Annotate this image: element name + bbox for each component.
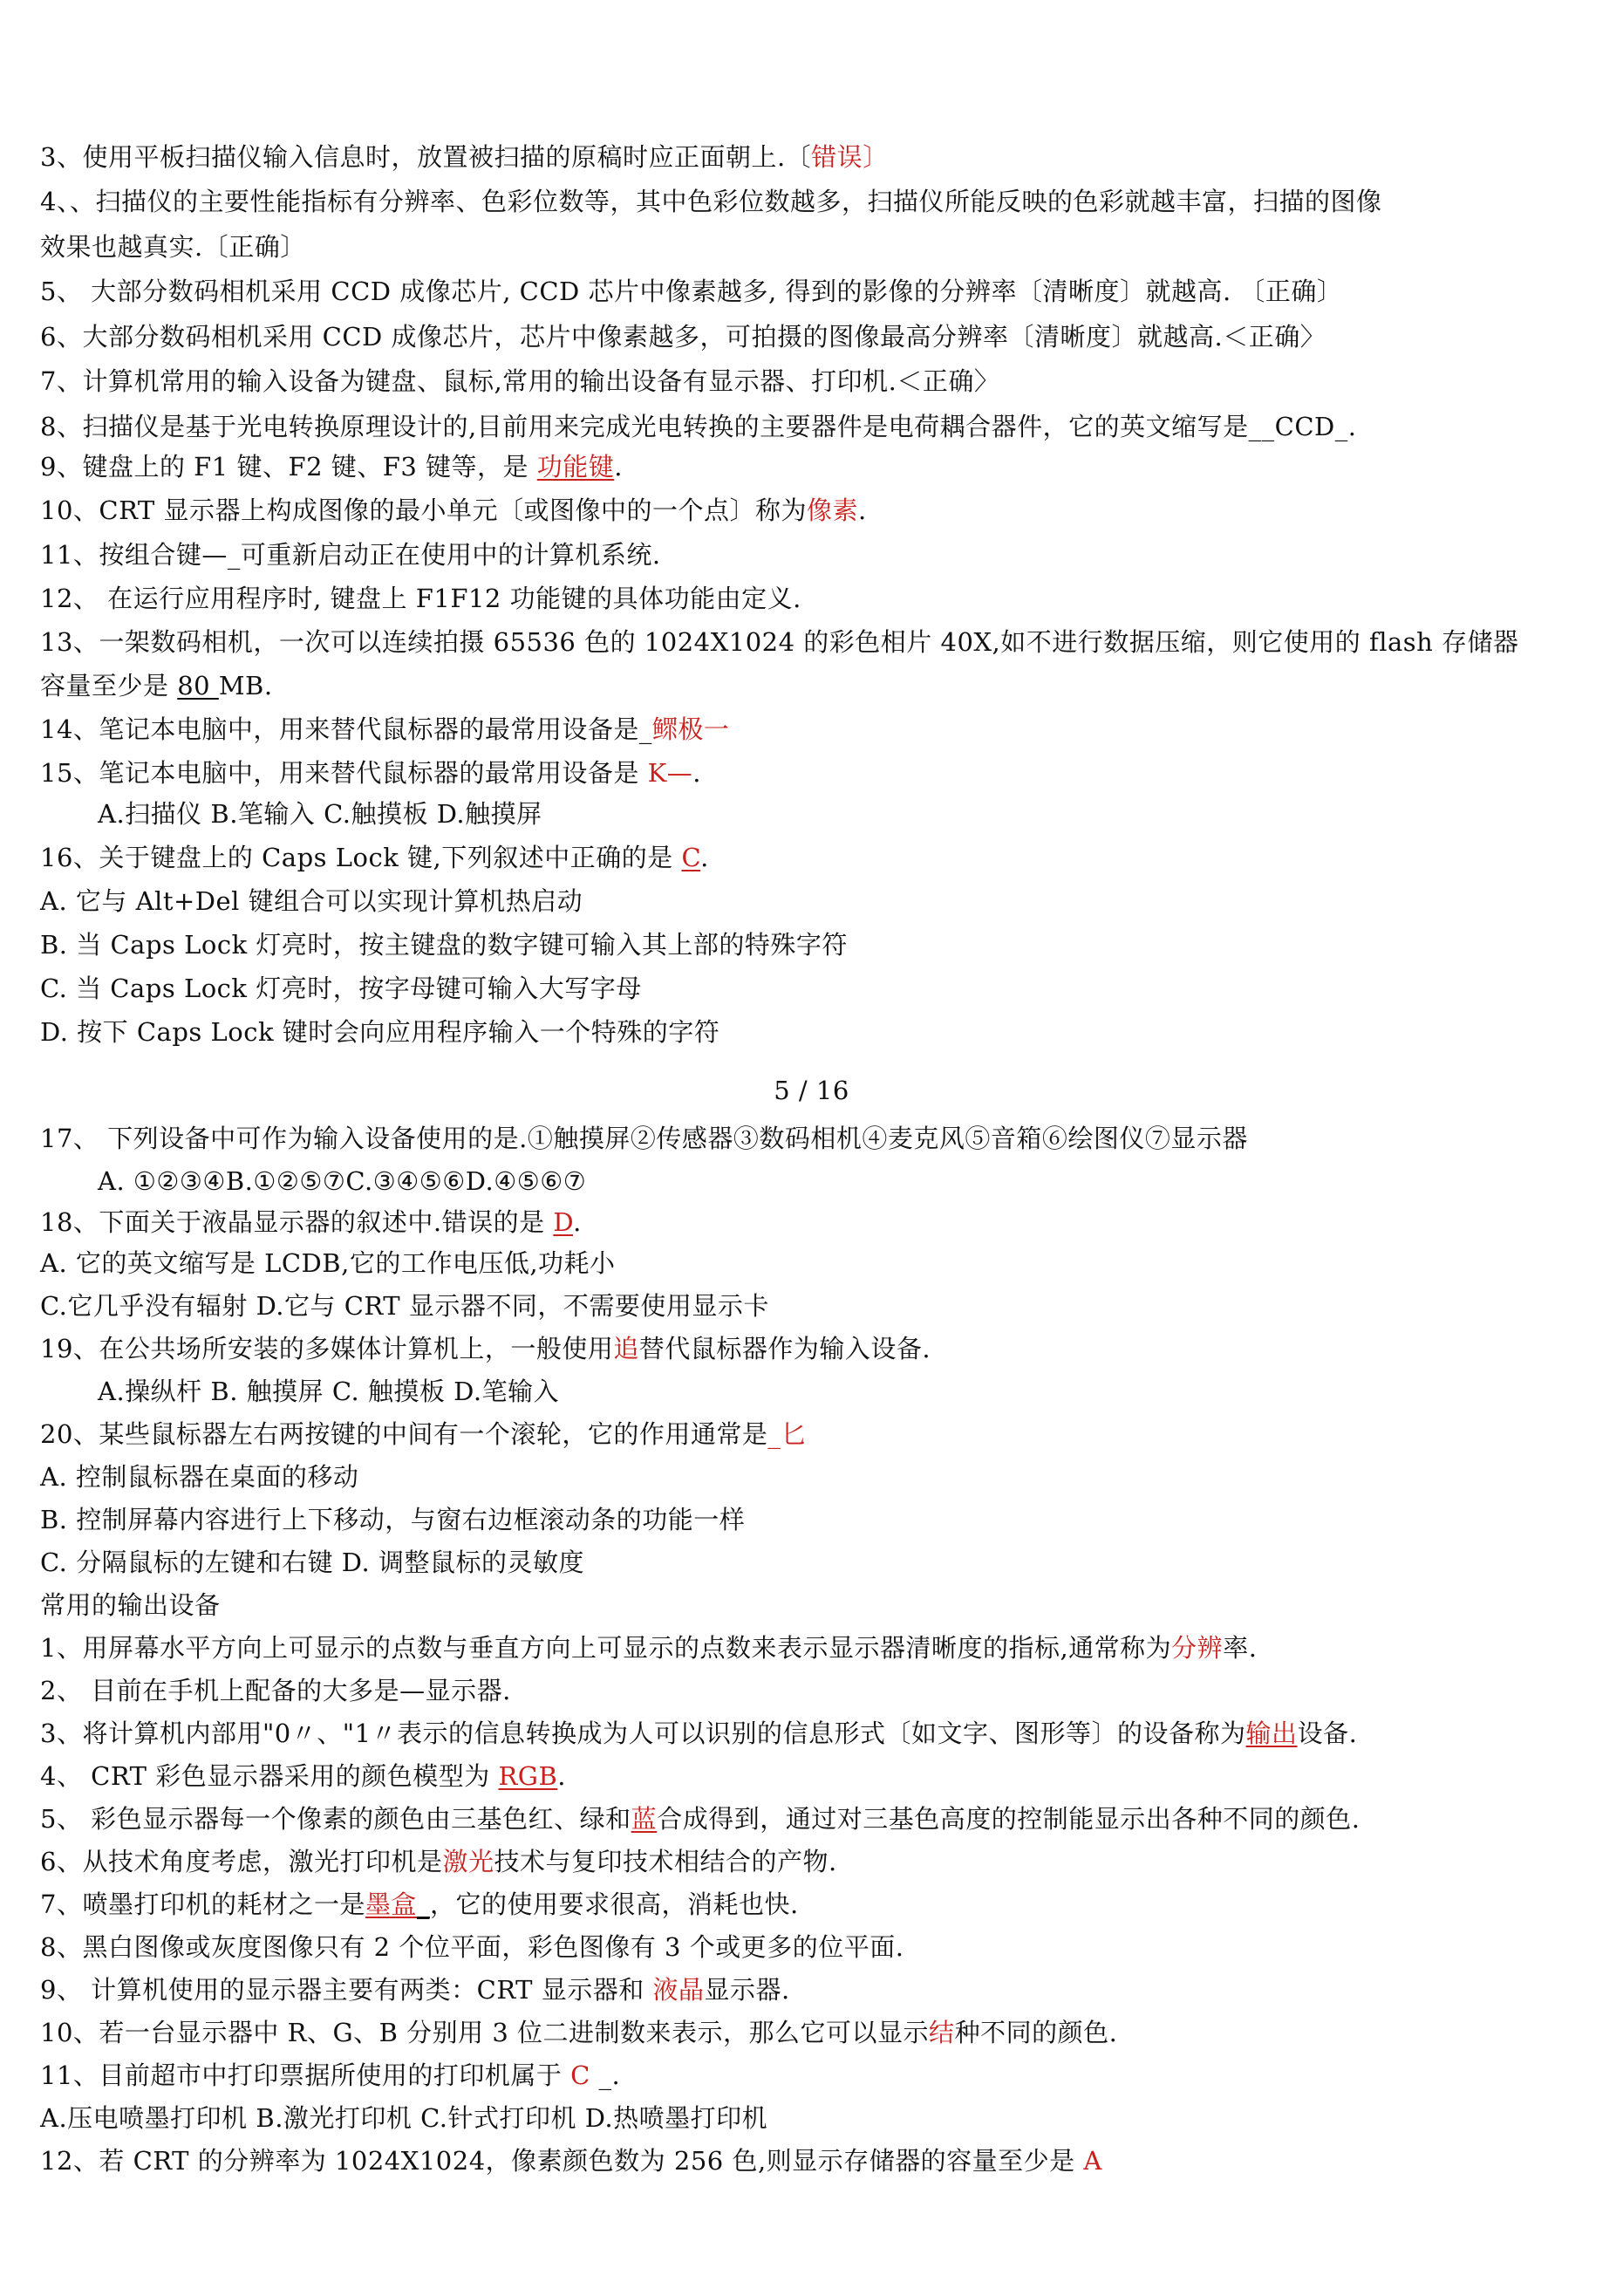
line-text: 12、 在运行应用程序时, 键盘上 F1F12 功能键的具体功能由定义. bbox=[40, 584, 801, 613]
line-text: . bbox=[692, 758, 702, 788]
text-line bbox=[40, 884, 583, 919]
line-text: 9、 计算机使用的显示器主要有两类：CRT 显示器和 bbox=[40, 1975, 653, 2005]
line-text: 9、键盘上的 F1 键、F2 键、F3 键等，是 bbox=[40, 452, 537, 482]
answer-text: 像素 bbox=[806, 495, 858, 525]
line-text: 4、、扫描仪的主要性能指标有分辨率、色彩位数等，其中色彩位数越多，扫描仪所能反映的色彩就越丰富，扫描的图像 bbox=[40, 187, 1382, 216]
line-text: 设备. bbox=[1297, 1719, 1358, 1748]
text-line bbox=[40, 2101, 767, 2135]
text-line bbox=[40, 625, 1519, 659]
answer-text: 分辨 bbox=[1171, 1633, 1224, 1663]
line-text: 10、CRT 显示器上构成图像的最小单元〔或图像中的一个点〕称为 bbox=[40, 495, 807, 525]
text-line bbox=[98, 1164, 586, 1199]
text-line bbox=[40, 712, 729, 747]
text-line bbox=[40, 1417, 807, 1452]
text-line bbox=[40, 449, 623, 484]
text-line bbox=[40, 1759, 566, 1794]
text-line bbox=[40, 1630, 1257, 1665]
line-text: 20、某些鼠标器左右两按键的中间有一个滚轮，它的作用通常是 bbox=[40, 1419, 768, 1449]
text-line bbox=[98, 796, 542, 831]
text-line bbox=[40, 927, 848, 962]
line-text: 效果也越真实.〔正确〕 bbox=[40, 232, 306, 262]
text-line bbox=[40, 581, 801, 616]
text-line bbox=[40, 1972, 790, 2007]
text-line bbox=[40, 1121, 1248, 1156]
line-text: 合成得到，通过对三基色高度的控制能显示出各种不同的颜色. bbox=[657, 1804, 1360, 1834]
line-text: A.操纵杆 B. 触摸屏 C. 触摸板 D.笔输入 bbox=[98, 1377, 560, 1406]
line-text: C.它几乎没有辐射 D.它与 CRT 显示器不同，不需要使用显示卡 bbox=[40, 1291, 769, 1321]
line-text: A. ①②③④B.①②⑤⑦C.③④⑤⑥D.④⑤⑥⑦ bbox=[98, 1166, 587, 1196]
line-text: 13、一架数码相机，一次可以连续拍摄 65536 色的 1024X1024 的彩色相片 40X,如不进行数据压缩，则它使用的 flash 存储器 bbox=[40, 627, 1519, 657]
text-line bbox=[40, 668, 273, 703]
line-text: A. 它与 Alt+Del 键组合可以实现计算机热启动 bbox=[40, 886, 583, 916]
text-line bbox=[40, 1716, 1357, 1751]
line-text: C. 当 Caps Lock 灯亮时，按字母键可输入大写字母 bbox=[40, 974, 642, 1003]
text-line bbox=[40, 364, 999, 399]
answer-text: 输出 bbox=[1245, 1719, 1298, 1748]
text-line bbox=[40, 1205, 582, 1240]
text-line bbox=[40, 1588, 221, 1623]
line-text: . bbox=[858, 495, 867, 525]
line-text: _. bbox=[590, 2060, 621, 2090]
line-text: 11、按组合键—_可重新启动正在使用中的计算机系统. bbox=[40, 540, 661, 570]
line-text: 率. bbox=[1223, 1633, 1258, 1663]
line-text: A. 它的英文缩写是 LCDB,它的工作电压低,功耗小 bbox=[40, 1248, 616, 1278]
line-text: ，它的使用要求很高，消耗也快. bbox=[429, 1889, 799, 1919]
text-line bbox=[40, 1930, 904, 1965]
answer-text: 鳏极一 bbox=[651, 714, 730, 744]
line-text: 显示器. bbox=[704, 1975, 790, 2005]
text-line bbox=[40, 2143, 1102, 2178]
line-text: . bbox=[700, 843, 709, 872]
text-line bbox=[40, 1459, 358, 1494]
line-text: 5、 彩色显示器每一个像素的颜色由三基色红、绿和 bbox=[40, 1804, 631, 1834]
line-text: 14、笔记本电脑中，用来替代鼠标器的最常用设备是_ bbox=[40, 714, 652, 744]
text-line bbox=[40, 1844, 837, 1879]
answer-text: K— bbox=[647, 758, 693, 788]
line-text: 5、 大部分数码相机采用 CCD 成像芯片, CCD 芯片中像素越多, 得到的影像的分辨率〔清晰度〕就越高. 〔正确〕 bbox=[40, 277, 1343, 306]
text-line bbox=[40, 1545, 584, 1580]
text-line bbox=[40, 2058, 620, 2093]
text-line bbox=[40, 229, 306, 264]
line-text: 15、笔记本电脑中，用来替代鼠标器的最常用设备是 bbox=[40, 758, 648, 788]
text-line bbox=[40, 1887, 799, 1922]
line-text: D. 按下 Caps Lock 键时会向应用程序输入一个特殊的字符 bbox=[40, 1017, 720, 1047]
line-text: 11、目前超市中打印票据所使用的打印机属于 bbox=[40, 2060, 571, 2090]
line-text: B. 控制屏幕内容进行上下移动，与窗右边框滚动条的功能一样 bbox=[40, 1505, 746, 1534]
text-line bbox=[40, 1673, 511, 1708]
line-text: 8、扫描仪是基于光电转换原理设计的,目前用来完成光电转换的主要器件是电荷耦合器件，它的英文缩写是__CCD_. bbox=[40, 412, 1357, 441]
answer-text: A bbox=[1083, 2146, 1102, 2176]
text-line bbox=[40, 1246, 616, 1281]
line-text: 19、在公共场所安装的多媒体计算机上，一般使用 bbox=[40, 1334, 614, 1363]
line-text: 4、 CRT 彩色显示器采用的颜色模型为 bbox=[40, 1761, 499, 1791]
line-text: 7、喷墨打印机的耗材之一是 bbox=[40, 1889, 365, 1919]
line-text: A.扫描仪 B.笔输入 C.触摸板 D.触摸屏 bbox=[98, 799, 542, 829]
answer-text: C bbox=[570, 2060, 590, 2090]
line-text: 替代鼠标器作为输入设备. bbox=[638, 1334, 931, 1363]
text-line bbox=[40, 1015, 719, 1049]
answer-text: 激光 bbox=[442, 1847, 494, 1876]
text-line bbox=[40, 1331, 931, 1366]
text-line bbox=[40, 1288, 769, 1323]
line-text: . bbox=[557, 1761, 566, 1791]
line-text: 17、 下列设备中可作为输入设备使用的是.①触摸屏②传感器③数码相机④麦克风⑤音箱⑥绘图仪⑦显示器 bbox=[40, 1124, 1248, 1153]
answer-text: 错误 bbox=[811, 142, 863, 172]
line-text: MB. bbox=[218, 671, 273, 700]
answer-text: C bbox=[681, 843, 701, 872]
line-text: 3、将计算机内部用"0〃、"1〃表示的信息转换成为人可以识别的信息形式〔如文字、图形等〕的设备称为 bbox=[40, 1719, 1246, 1748]
line-text: 种不同的颜色. bbox=[954, 2018, 1118, 2047]
answer-text: 功能键 bbox=[536, 452, 615, 482]
line-text: 1、用屏幕水平方向上可显示的点数与垂直方向上可显示的点数来表示显示器清晰度的指标,通常称为 bbox=[40, 1633, 1172, 1663]
line-text: 18、下面关于液晶显示器的叙述中.错误的是 bbox=[40, 1207, 554, 1237]
text-line bbox=[40, 493, 867, 528]
line-text: 常用的输出设备 bbox=[40, 1590, 221, 1620]
line-text: A. 控制鼠标器在桌面的移动 bbox=[40, 1462, 359, 1492]
line-text: C. 分隔鼠标的左键和右键 D. 调整鼠标的灵敏度 bbox=[40, 1548, 584, 1577]
answer-text: RGB bbox=[498, 1761, 558, 1791]
line-text: 8、黑白图像或灰度图像只有 2 个位平面，彩色图像有 3 个或更多的位平面. bbox=[40, 1932, 904, 1962]
text-line bbox=[40, 971, 642, 1006]
text-line bbox=[40, 755, 701, 790]
line-text: A.压电喷墨打印机 B.激光打印机 C.针式打印机 D.热喷墨打印机 bbox=[40, 2103, 768, 2133]
answer-text: _匕 bbox=[767, 1419, 807, 1449]
line-text: 技术与复印技术相结合的产物. bbox=[494, 1847, 837, 1876]
line-text: _ bbox=[416, 1889, 430, 1919]
text-line bbox=[40, 1801, 1360, 1836]
text-line bbox=[40, 274, 1342, 309]
text-line bbox=[40, 840, 709, 875]
line-text: 3、使用平板扫描仪输入信息时，放置被扫描的原稿时应正面朝上.〔 bbox=[40, 142, 812, 172]
text-line bbox=[40, 319, 1326, 354]
answer-text: 液晶 bbox=[652, 1975, 705, 2005]
line-text: 6、大部分数码相机采用 CCD 成像芯片，芯片中像素越多，可拍摄的图像最高分辨率〔清晰度〕就越高.＜正确〉 bbox=[40, 322, 1326, 352]
line-text: . bbox=[614, 452, 623, 482]
answer-text: 墨盒 bbox=[365, 1889, 417, 1919]
line-text: 10、若一台显示器中 R、G、B 分别用 3 位二进制数来表示，那么它可以显示 bbox=[40, 2018, 930, 2047]
answer-text: 追 bbox=[613, 1334, 639, 1363]
text-line bbox=[40, 184, 1381, 219]
answer-text: 蓝 bbox=[631, 1804, 658, 1834]
line-text: 2、 目前在手机上配备的大多是—显示器. bbox=[40, 1676, 511, 1705]
line-text: 80 bbox=[177, 671, 219, 700]
line-text: 容量至少是 bbox=[40, 671, 178, 700]
text-line bbox=[40, 409, 1357, 444]
text-line bbox=[98, 1374, 559, 1409]
line-text: . bbox=[573, 1207, 582, 1237]
text-line bbox=[40, 1502, 745, 1537]
answer-text: D bbox=[553, 1207, 574, 1237]
text-line bbox=[40, 537, 661, 572]
line-text: 16、关于键盘上的 Caps Lock 键,下列叙述中正确的是 bbox=[40, 843, 682, 872]
line-text: 7、计算机常用的输入设备为键盘、鼠标,常用的输出设备有显示器、打印机.＜正确〉 bbox=[40, 366, 1000, 396]
line-text: 6、从技术角度考虑，激光打印机是 bbox=[40, 1847, 443, 1876]
line-text: B. 当 Caps Lock 灯亮时，按主键盘的数字键可输入其上部的特殊字符 bbox=[40, 930, 848, 960]
answer-text: 〕 bbox=[863, 142, 889, 172]
page-number: 5 / 16 bbox=[774, 1076, 849, 1105]
text-line bbox=[40, 140, 889, 174]
line-text: 12、若 CRT 的分辨率为 1024X1024，像素颜色数为 256 色,则显示存储器的容量至少是 bbox=[40, 2146, 1084, 2176]
text-line bbox=[40, 2015, 1117, 2050]
answer-text: 结 bbox=[929, 2018, 955, 2047]
